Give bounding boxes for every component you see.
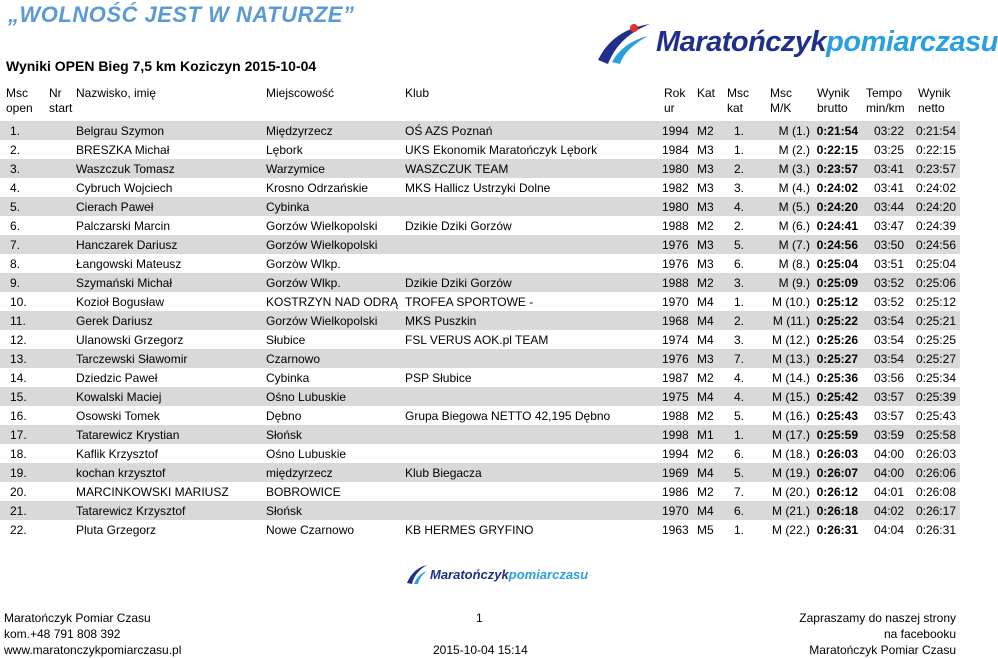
cell-tempo: 04:01 — [873, 485, 904, 499]
cell-year: 1984 — [662, 143, 689, 157]
cell-pos: 1. — [10, 124, 21, 138]
cell-year: 1998 — [662, 428, 689, 442]
cell-city: Cybinka — [266, 200, 310, 214]
cell-cat: M3 — [697, 238, 714, 252]
cell-brutto: 0:25:27 — [816, 352, 858, 366]
cell-brutto: 0:25:12 — [816, 295, 858, 309]
cell-brutto: 0:25:59 — [816, 428, 858, 442]
cell-club: OŚ AZS Poznań — [405, 124, 493, 138]
cell-city: międzyrzecz — [266, 466, 333, 480]
cell-name: MARCINKOWSKI MARIUSZ — [76, 485, 229, 499]
runner-logo-icon — [594, 20, 652, 66]
cell-cat: M2 — [697, 409, 714, 423]
cell-mk: M (5.) — [778, 200, 810, 214]
cell-cat: M2 — [697, 371, 714, 385]
cell-year: 1974 — [662, 333, 689, 347]
cell-name: Dziedzic Paweł — [76, 371, 158, 385]
cell-name: Waszczuk Tomasz — [76, 162, 175, 176]
maratonczyk-logo — [594, 20, 998, 72]
cell-tempo: 03:41 — [873, 162, 904, 176]
cell-netto: 0:26:03 — [915, 447, 956, 461]
column-header-top: Miejscowość — [266, 86, 335, 100]
cell-tempo: 03:52 — [873, 295, 904, 309]
cell-year: 1980 — [662, 200, 689, 214]
cell-city: Międzyrzecz — [266, 124, 333, 138]
cell-club: Dzikie Dziki Gorzów — [405, 219, 512, 233]
table-row — [0, 121, 960, 140]
cell-brutto: 0:25:09 — [816, 276, 858, 290]
cell-mk: M (6.) — [778, 219, 810, 233]
cell-catpos: 6. — [734, 257, 745, 271]
cell-brutto: 0:26:12 — [816, 485, 858, 499]
cell-club: Dzikie Dziki Gorzów — [405, 276, 512, 290]
cell-catpos: 7. — [734, 485, 745, 499]
cell-name: Ulanowski Grzegorz — [76, 333, 184, 347]
table-row — [0, 254, 960, 273]
column-header-bottom: kat — [727, 101, 744, 115]
cell-year: 1968 — [662, 314, 689, 328]
cell-pos: 11. — [10, 314, 26, 328]
cell-tempo: 03:47 — [873, 219, 904, 233]
cell-name: Belgrau Szymon — [76, 124, 165, 138]
logo-brand: Maratończyk — [656, 26, 827, 58]
cell-cat: M2 — [697, 219, 714, 233]
cell-cat: M3 — [697, 200, 714, 214]
cell-city: Warzymice — [266, 162, 325, 176]
cell-pos: 5. — [10, 200, 21, 214]
cell-tempo: 03:59 — [873, 428, 904, 442]
cell-mk: M (7.) — [778, 238, 810, 252]
cell-catpos: 3. — [734, 333, 745, 347]
cell-cat: M3 — [697, 257, 714, 271]
cell-club: WASZCZUK TEAM — [405, 162, 509, 176]
table-row — [0, 197, 960, 216]
cell-brutto: 0:25:22 — [816, 314, 858, 328]
cell-netto: 0:22:15 — [915, 143, 956, 157]
cell-catpos: 3. — [734, 181, 745, 195]
cell-mk: M (13.) — [771, 352, 810, 366]
cell-tempo: 04:00 — [873, 466, 904, 480]
footer-datetime: 2015-10-04 15:14 — [433, 643, 528, 657]
cell-year: 1994 — [662, 447, 689, 461]
table-row — [0, 520, 960, 539]
table-row — [0, 444, 960, 463]
cell-year: 1975 — [662, 390, 689, 404]
cell-year: 1982 — [662, 181, 689, 195]
cell-year: 1986 — [662, 485, 689, 499]
cell-name: Kozioł Bogusław — [76, 295, 165, 309]
cell-city: Krosno Odrzańskie — [266, 181, 369, 195]
cell-pos: 3. — [10, 162, 21, 176]
cell-netto: 0:24:39 — [915, 219, 956, 233]
cell-city: Nowe Czarnowo — [266, 523, 355, 537]
cell-club: MKS Hallicz Ustrzyki Dolne — [405, 181, 551, 195]
cell-name: Cierach Paweł — [76, 200, 154, 214]
cell-tempo: 03:41 — [873, 181, 904, 195]
cell-year: 1963 — [662, 523, 689, 537]
cell-cat: M4 — [697, 504, 714, 518]
cell-club: Klub Biegacza — [405, 466, 482, 480]
cell-catpos: 2. — [734, 219, 745, 233]
cell-brutto: 0:25:42 — [816, 390, 858, 404]
cell-cat: M4 — [697, 466, 714, 480]
cell-mk: M (17.) — [771, 428, 810, 442]
cell-city: Słońsk — [266, 428, 303, 442]
cell-pos: 20. — [10, 485, 27, 499]
cell-netto: 0:26:17 — [915, 504, 956, 518]
footer-website[interactable]: www.maratonczykpomiarczasu.pl — [4, 643, 182, 657]
cell-year: 1976 — [662, 238, 689, 252]
footer-runner-icon — [406, 563, 428, 585]
cell-brutto: 0:25:43 — [816, 409, 858, 423]
cell-year: 1988 — [662, 219, 689, 233]
cell-cat: M3 — [697, 352, 714, 366]
cell-pos: 19. — [10, 466, 27, 480]
cell-tempo: 03:54 — [873, 333, 904, 347]
cell-city: Ośno Lubuskie — [266, 390, 347, 404]
cell-catpos: 1. — [734, 295, 745, 309]
cell-cat: M2 — [697, 447, 714, 461]
cell-tempo: 04:02 — [873, 504, 904, 518]
column-header-top: Wynik — [918, 86, 951, 100]
cell-brutto: 0:21:54 — [816, 124, 858, 138]
cell-brutto: 0:24:41 — [816, 219, 858, 233]
cell-netto: 0:25:25 — [915, 333, 956, 347]
column-header-bottom: M/K — [770, 101, 792, 115]
cell-city: Lębork — [266, 143, 303, 157]
event-title: „WOLNOŚĆ JEST W NATURZE” — [8, 2, 355, 27]
cell-name: Pluta Grzegorz — [76, 523, 157, 537]
cell-catpos: 1. — [734, 428, 745, 442]
cell-catpos: 4. — [734, 371, 745, 385]
footer-company: Maratończyk Pomiar Czasu — [4, 611, 151, 625]
cell-name: Szymański Michał — [76, 276, 173, 290]
column-header-top: Nr — [49, 86, 62, 100]
cell-cat: M3 — [697, 181, 714, 195]
table-row — [0, 501, 960, 520]
results-table — [0, 121, 960, 539]
cell-pos: 6. — [10, 219, 21, 233]
cell-catpos: 2. — [734, 162, 745, 176]
cell-pos: 15. — [10, 390, 27, 404]
cell-netto: 0:25:43 — [915, 409, 956, 423]
column-header-top: Kat — [697, 86, 716, 100]
table-row — [0, 311, 960, 330]
table-row — [0, 368, 960, 387]
cell-mk: M (8.) — [778, 257, 810, 271]
cell-brutto: 0:25:26 — [816, 333, 858, 347]
cell-netto: 0:26:08 — [915, 485, 956, 499]
footer-facebook[interactable]: na facebooku — [883, 627, 956, 641]
cell-mk: M (3.) — [778, 162, 810, 176]
cell-tempo: 03:22 — [873, 124, 904, 138]
footer-page-number: 1 — [476, 611, 483, 625]
cell-name: Łangowski Mateusz — [76, 257, 182, 271]
cell-netto: 0:25:58 — [915, 428, 956, 442]
cell-catpos: 5. — [734, 238, 745, 252]
cell-netto: 0:24:02 — [915, 181, 956, 195]
cell-pos: 7. — [10, 238, 21, 252]
cell-city: Gorzów Wielkopolski — [266, 219, 378, 233]
cell-mk: M (18.) — [771, 447, 810, 461]
table-row — [0, 425, 960, 444]
footer-company-right: Maratończyk Pomiar Czasu — [809, 643, 956, 657]
column-header-bottom: open — [6, 101, 33, 115]
cell-mk: M (1.) — [778, 124, 810, 138]
column-header-top: Msc — [727, 86, 749, 100]
cell-netto: 0:24:20 — [915, 200, 956, 214]
cell-catpos: 1. — [734, 523, 745, 537]
cell-name: Kowalski Maciej — [76, 390, 162, 404]
cell-pos: 17. — [10, 428, 27, 442]
cell-catpos: 1. — [734, 143, 745, 157]
table-row — [0, 140, 960, 159]
cell-pos: 4. — [10, 181, 21, 195]
cell-tempo: 03:25 — [873, 143, 904, 157]
cell-brutto: 0:24:56 — [816, 238, 858, 252]
cell-brutto: 0:26:03 — [816, 447, 858, 461]
cell-brutto: 0:23:57 — [816, 162, 858, 176]
cell-mk: M (10.) — [771, 295, 810, 309]
cell-year: 1994 — [662, 124, 689, 138]
cell-city: Dębno — [266, 409, 302, 423]
cell-pos: 12. — [10, 333, 27, 347]
cell-name: BRESZKA Michał — [76, 143, 170, 157]
cell-cat: M4 — [697, 333, 714, 347]
column-header-top: Tempo — [866, 86, 903, 100]
cell-pos: 2. — [10, 143, 21, 157]
cell-cat: M2 — [697, 124, 714, 138]
table-row — [0, 273, 960, 292]
cell-brutto: 0:24:02 — [816, 181, 858, 195]
cell-pos: 10. — [10, 295, 27, 309]
cell-mk: M (19.) — [771, 466, 810, 480]
cell-year: 1988 — [662, 276, 689, 290]
cell-name: Tatarewicz Krystian — [76, 428, 180, 442]
cell-city: Gorzòw Wlkp. — [266, 257, 341, 271]
cell-year: 1976 — [662, 257, 689, 271]
table-row — [0, 292, 960, 311]
cell-netto: 0:25:39 — [915, 390, 956, 404]
cell-netto: 0:25:27 — [915, 352, 956, 366]
cell-club: PSP Słubice — [405, 371, 472, 385]
cell-brutto: 0:26:31 — [816, 523, 858, 537]
column-header-bottom: min/km — [866, 101, 905, 115]
cell-mk: M (4.) — [778, 181, 810, 195]
cell-name: Cybruch Wojciech — [76, 181, 173, 195]
cell-tempo: 04:04 — [873, 523, 904, 537]
cell-netto: 0:26:31 — [915, 523, 956, 537]
cell-tempo: 03:50 — [873, 238, 904, 252]
cell-year: 1976 — [662, 352, 689, 366]
column-header-top: Msc — [6, 86, 28, 100]
cell-pos: 22. — [10, 523, 27, 537]
cell-netto: 0:21:54 — [915, 124, 956, 138]
cell-cat: M4 — [697, 390, 714, 404]
cell-cat: M1 — [697, 428, 714, 442]
cell-brutto: 0:22:15 — [816, 143, 858, 157]
cell-mk: M (12.) — [771, 333, 810, 347]
cell-name: Kaflik Krzysztof — [76, 447, 159, 461]
cell-name: Palczarski Marcin — [76, 219, 171, 233]
cell-name: Tarczewski Sławomir — [76, 352, 188, 366]
column-header-top: Wynik — [817, 86, 850, 100]
cell-pos: 18. — [10, 447, 27, 461]
cell-club: MKS Puszkin — [405, 314, 477, 328]
results-title: Wyniki OPEN Bieg 7,5 km Koziczyn 2015-10-04 — [6, 58, 317, 74]
footer-logo-text — [430, 567, 588, 582]
cell-tempo: 03:52 — [873, 276, 904, 290]
logo-sub: pomiarczasu — [826, 26, 998, 58]
cell-tempo: 03:57 — [873, 390, 904, 404]
cell-name: Osowski Tomek — [76, 409, 160, 423]
cell-mk: M (11.) — [772, 314, 810, 328]
cell-year: 1970 — [662, 295, 689, 309]
cell-name: kochan krzysztof — [76, 466, 166, 480]
cell-pos: 14. — [10, 371, 27, 385]
cell-city: BOBROWICE — [266, 485, 341, 499]
cell-catpos: 5. — [734, 409, 745, 423]
cell-brutto: 0:26:18 — [816, 504, 858, 518]
cell-netto: 0:23:57 — [915, 162, 956, 176]
footer-logo-sub: pomiarczasu — [508, 567, 589, 582]
cell-club: UKS Ekonomik Maratończyk Lębork — [405, 143, 598, 157]
cell-city: Czarnowo — [266, 352, 321, 366]
cell-cat: M3 — [697, 162, 714, 176]
cell-tempo: 03:54 — [873, 314, 904, 328]
cell-pos: 13. — [10, 352, 27, 366]
cell-tempo: 03:57 — [873, 409, 904, 423]
column-header-top: Rok — [664, 86, 686, 100]
cell-year: 1970 — [662, 504, 689, 518]
logo-text — [656, 26, 998, 59]
cell-mk: M (14.) — [771, 371, 810, 385]
cell-brutto: 0:25:36 — [816, 371, 858, 385]
table-row — [0, 159, 960, 178]
column-header-top: Klub — [405, 86, 430, 100]
cell-mk: M (20.) — [771, 485, 810, 499]
cell-tempo: 03:44 — [873, 200, 904, 214]
cell-catpos: 4. — [734, 200, 745, 214]
cell-netto: 0:26:06 — [915, 466, 956, 480]
table-row — [0, 406, 960, 425]
cell-city: Słońsk — [266, 504, 303, 518]
cell-mk: M (16.) — [771, 409, 810, 423]
cell-netto: 0:25:21 — [915, 314, 956, 328]
cell-name: Gerek Dariusz — [76, 314, 153, 328]
column-header-top: Msc — [770, 86, 792, 100]
cell-city: Gorzów Wielkopolski — [266, 238, 378, 252]
cell-cat: M4 — [697, 314, 714, 328]
table-row — [0, 235, 960, 254]
cell-cat: M2 — [697, 485, 714, 499]
cell-brutto: 0:26:07 — [816, 466, 858, 480]
column-header-top: Nazwisko, imię — [76, 86, 157, 100]
cell-catpos: 5. — [734, 466, 745, 480]
cell-catpos: 2. — [734, 314, 745, 328]
cell-catpos: 7. — [734, 352, 745, 366]
cell-catpos: 6. — [734, 447, 745, 461]
cell-year: 1969 — [662, 466, 689, 480]
cell-city: Słubice — [266, 333, 306, 347]
column-header-bottom: netto — [918, 101, 945, 115]
cell-mk: M (9.) — [778, 276, 810, 290]
footer-phone: kom.+48 791 808 392 — [4, 627, 121, 641]
cell-cat: M5 — [697, 523, 714, 537]
table-row — [0, 387, 960, 406]
cell-city: Cybinka — [266, 371, 310, 385]
column-header-bottom: brutto — [817, 101, 848, 115]
table-row — [0, 330, 960, 349]
cell-netto: 0:24:56 — [915, 238, 956, 252]
cell-club: FSL VERUS AOK.pl TEAM — [405, 333, 549, 347]
table-row — [0, 463, 960, 482]
cell-netto: 0:25:34 — [915, 371, 956, 385]
cell-year: 1988 — [662, 409, 689, 423]
table-row — [0, 482, 960, 501]
cell-mk: M (22.) — [771, 523, 810, 537]
cell-club: KB HERMES GRYFINO — [405, 523, 534, 537]
cell-tempo: 03:54 — [873, 352, 904, 366]
footer-invite: Zapraszamy do naszej strony — [799, 611, 956, 625]
footer-logo — [406, 563, 589, 589]
cell-catpos: 6. — [734, 504, 745, 518]
cell-netto: 0:25:04 — [915, 257, 956, 271]
cell-catpos: 1. — [734, 124, 745, 138]
cell-city: Gorzów Wielkopolski — [266, 314, 378, 328]
table-row — [0, 349, 960, 368]
cell-mk: M (15.) — [771, 390, 810, 404]
cell-mk: M (21.) — [771, 504, 810, 518]
cell-brutto: 0:24:20 — [816, 200, 858, 214]
table-row — [0, 178, 960, 197]
column-header-bottom: start — [49, 101, 73, 115]
column-header-bottom: ur — [664, 101, 675, 115]
cell-cat: M4 — [697, 295, 714, 309]
cell-club: TROFEA SPORTOWE - — [405, 295, 534, 309]
cell-city: KOSTRZYN NAD ODRĄ — [266, 295, 399, 309]
cell-netto: 0:25:06 — [915, 276, 956, 290]
cell-mk: M (2.) — [778, 143, 810, 157]
footer-logo-brand: Maratończyk — [430, 567, 509, 582]
cell-name: Hanczarek Dariusz — [76, 238, 178, 252]
cell-tempo: 03:56 — [873, 371, 904, 385]
cell-brutto: 0:25:04 — [816, 257, 858, 271]
cell-netto: 0:25:12 — [915, 295, 956, 309]
cell-catpos: 4. — [734, 390, 745, 404]
cell-club: Grupa Biegowa NETTO 42,195 Dębno — [405, 409, 611, 423]
cell-city: Ośno Lubuskie — [266, 447, 347, 461]
cell-city: Gorzów Wlkp. — [266, 276, 341, 290]
cell-pos: 21. — [10, 504, 27, 518]
cell-year: 1980 — [662, 162, 689, 176]
table-row — [0, 216, 960, 235]
cell-name: Tatarewicz Krzysztof — [76, 504, 186, 518]
cell-tempo: 03:51 — [873, 257, 904, 271]
cell-cat: M3 — [697, 143, 714, 157]
cell-year: 1987 — [662, 371, 689, 385]
cell-cat: M2 — [697, 276, 714, 290]
cell-pos: 16. — [10, 409, 27, 423]
cell-pos: 9. — [10, 276, 21, 290]
cell-pos: 8. — [10, 257, 21, 271]
cell-tempo: 04:00 — [873, 447, 904, 461]
cell-catpos: 3. — [734, 276, 745, 290]
